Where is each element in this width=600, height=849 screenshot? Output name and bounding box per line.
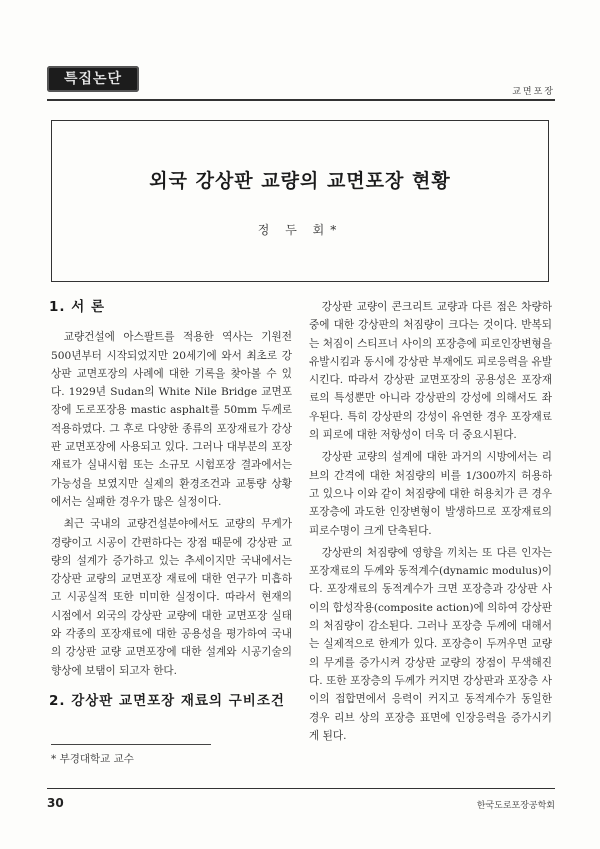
page-number: 30 bbox=[47, 796, 64, 810]
header-rule bbox=[47, 99, 555, 101]
section-heading-introduction: 1. 서 론 bbox=[49, 299, 106, 315]
section-heading-requirements: 2. 강상판 교면포장 재료의 구비조건 bbox=[49, 692, 285, 709]
author-affiliation-footnote: * 부경대학교 교수 bbox=[51, 753, 134, 765]
left-column bbox=[51, 298, 292, 722]
author-name: 정 두 회* bbox=[257, 223, 343, 237]
feature-badge: 특집논단 bbox=[47, 66, 139, 92]
paragraph: 강상판 교량이 콘크리트 교량과 다른 점은 차량하중에 대한 강상판의 처짐량이 크다는 것이다. 반복되는 처짐이 스티프너 사이의 포장층에 피로인장변형을 유발시킴과 동시에 강상판 부재에도 피로응력을 유발시킨다. 따라서 강상판 교면포장의 공용성은 포장재료의 특성뿐만 아니라 강상판의 강성에 의해서도 좌우된다. 특히 강상판의 강성이 유연한 경우 포장재료의 피로에 대한 저항성이 더욱 더 중요시된다. bbox=[309, 301, 552, 442]
paragraph: 강상판 교량의 설계에 대한 과거의 시방에서는 리브의 간격에 대한 처짐량의 비를 1/300까지 허용하고 있으나 이와 같이 처짐량에 대한 허용치가 큰 경우 포장층에 과도한 인장변형이 발생하므로 포장재료의 피로수명이 크게 단축된다. bbox=[309, 451, 552, 537]
paragraph: 교량건설에 아스팔트를 적용한 역사는 기원전 500년부터 시작되었지만 20세기에 와서 최초로 강상판 교면포장의 사례에 대한 기록을 찾아볼 수 있다. 1929년 Sudan의 White Nile Bridge 교면포장에 도로포장용 mastic asphalt를 50mm 두께로 적용하였다. 그 후로 다양한 종류의 포장재료가 강상판 교면포장에 사용되고 있다. 그러나 대부분의 포장재료가 실내시험 또는 소규모 시험포장 결과에서는 가능성을 보였지만 실제의 환경조건과 교통량 상황에서는 실패한 경우가 많은 실정이다. bbox=[51, 331, 292, 508]
publisher-name: 한국도로포장공학회 bbox=[476, 801, 555, 811]
title-box bbox=[51, 120, 549, 282]
paragraph: 최근 국내의 교량건설분야에서도 교량의 무게가 경량이고 시공이 간편하다는 장점 때문에 강상판 교량의 설계가 증가하고 있는 추세이지만 국내에서는 강상판 교량의 교면포장 재료에 대한 연구가 미흡하고 시공실적 또한 미미한 실정이다. 따라서 현재의 시점에서 외국의 강상판 교량에 대한 교면포장 실태와 각종의 포장재료에 대한 공용성을 평가하여 국내의 강상판 교량 교면포장에 대한 설계와 시공기술의 향상에 보탬이 되고자 한다. bbox=[51, 518, 292, 677]
footer-rule bbox=[47, 788, 555, 789]
right-column bbox=[309, 298, 552, 749]
article-title: 외국 강상판 교량의 교면포장 현황 bbox=[149, 170, 451, 192]
section-label: 교면포장 bbox=[512, 87, 555, 97]
paragraph: 강상판의 처짐량에 영향을 끼치는 또 다른 인자는 포장재료의 두께와 동적계수(dynamic modulus)이다. 포장재료의 동적계수가 크면 포장층과 강상판 사이의 합성작용(composite action)에 의하여 강상판의 처짐량이 감소된다. 그러나 포장층 두께에 대해서는 실제적으로 한계가 있다. 포장층이 두꺼우면 교량의 무게를 증가시켜 강상판 교량의 장점이 무색해진다. 또한 포장층의 두께가 커지면 강상판과 포장층 사이의 접합면에서 응력이 커지고 동적계수가 동일한 경우 리브 상의 포장층 표면에 인장응력을 증가시키게 된다. bbox=[309, 546, 552, 742]
footnote-rule bbox=[51, 744, 211, 745]
